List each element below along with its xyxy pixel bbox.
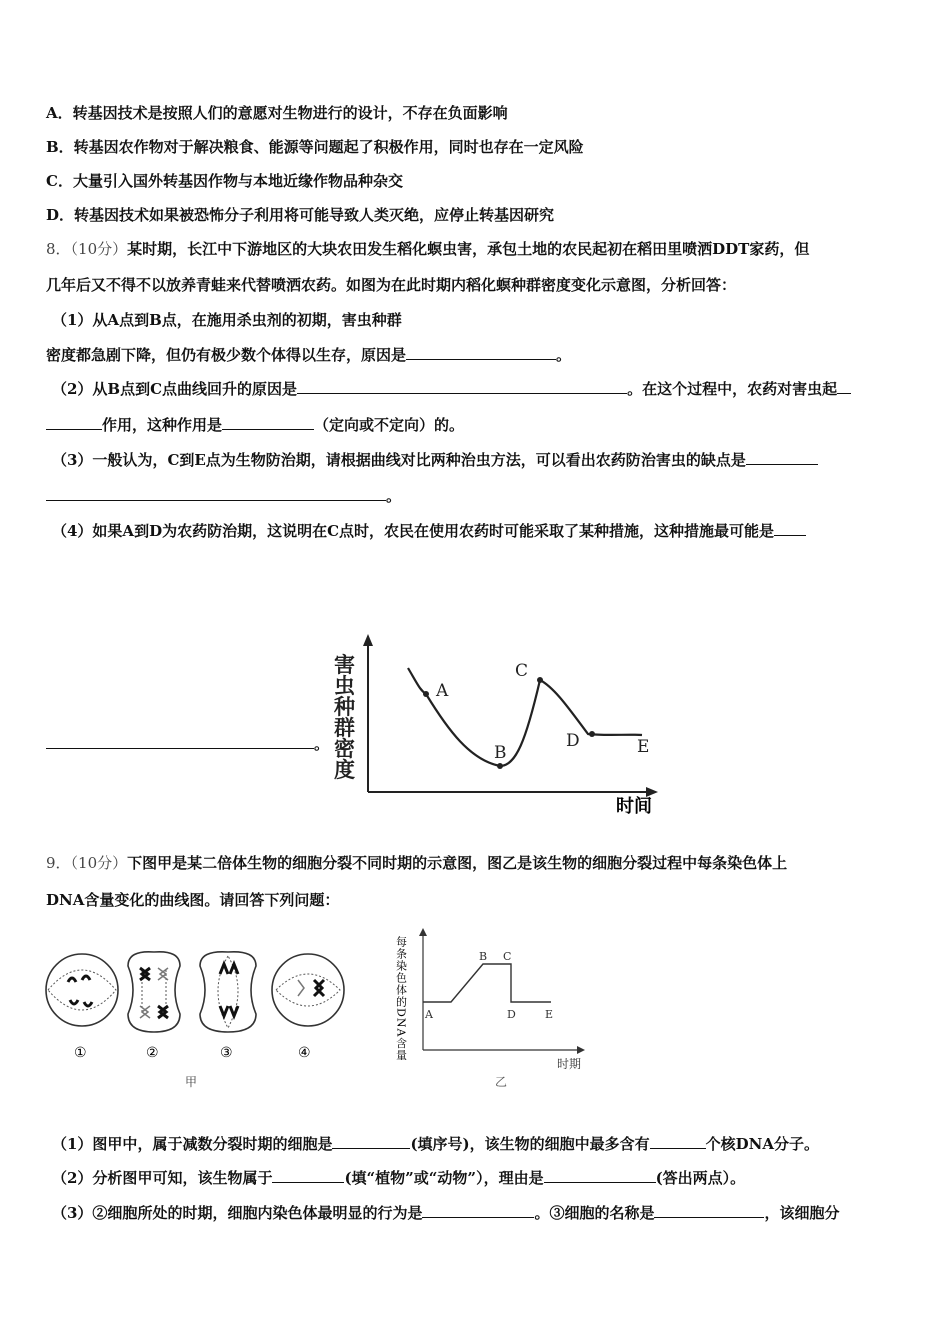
cell-2-label: ② (146, 1045, 159, 1061)
chart-b-point-c: C (503, 950, 512, 963)
answer-blank[interactable] (46, 486, 386, 501)
cell-1-label: ① (74, 1045, 87, 1061)
answer-blank[interactable] (222, 415, 314, 430)
q9-sub3-mid: 。③细胞的名称是 (534, 1204, 655, 1222)
option-b: B．转基因农作物对于解决粮食、能源等问题起了积极作用，同时也存在一定风险 (46, 138, 584, 156)
chart-b-y-arrow (419, 928, 427, 936)
q8-part1-line1: （1）从A点到B点，在施用杀虫剂的初期，害虫种群 (52, 311, 402, 329)
y-label-char: 度 (334, 757, 355, 782)
q9-number: 9．（10分） (46, 854, 128, 872)
figure-b-label: 乙 (495, 1075, 508, 1089)
q9-intro-line2: DNA含量变化的曲线图。请回答下列问题： (46, 891, 340, 909)
q8-part2-line1 (52, 379, 851, 399)
option-a: A．转基因技术是按照人们的意愿对生物进行的设计，不存在负面影响 (46, 104, 508, 122)
q8-part4-end: 。 (314, 735, 330, 753)
chart-b-y-label: 每条染色体的DNA含量 (395, 936, 408, 1062)
q9-sub2-mid: (填“植物”或“动物”），理由是 (344, 1169, 544, 1187)
q9-sub3-text: （3）②细胞所处的时期，细胞内染色体最明显的行为是 (52, 1204, 423, 1222)
answer-blank[interactable] (746, 450, 818, 465)
q8-part3-end: 。 (386, 487, 402, 505)
answer-blank[interactable] (774, 521, 806, 536)
chart-b-curve (423, 964, 551, 1002)
answer-blank[interactable] (650, 1134, 706, 1149)
point-a-label: A (436, 681, 449, 701)
point-d-marker (589, 731, 595, 737)
cell-4-label: ④ (298, 1045, 311, 1061)
q8-intro-line1 (46, 239, 809, 259)
q8-part1-line2 (46, 345, 571, 365)
q8-part1-text: 密度都急剧下降，但仍有极少数个体得以生存，原因是 (46, 346, 407, 364)
figure-a-label: 甲 (185, 1075, 198, 1089)
q8-intro-line2: 几年后又不得不以放养青蛙来代替喷洒农药。如图为在此时期内稻化螟种群密度变化示意图，分析回答： (46, 276, 737, 294)
q8-part1-end: 。 (556, 346, 572, 364)
q9-intro-line1 (46, 853, 787, 873)
answer-blank[interactable] (332, 1134, 410, 1149)
q9-sub1 (52, 1134, 819, 1154)
q8-part4-line1 (52, 521, 806, 541)
q8-part3-line1 (52, 450, 818, 470)
dna-content-chart (395, 922, 595, 1092)
x-label: 时间 (616, 796, 652, 817)
q8-part4-text: （4）如果A到D为农药防治期，这说明在C点时，农民在使用农药时可能采取了某种措施，这种措施最可能是 (52, 522, 775, 540)
cell-4 (272, 954, 344, 1061)
answer-blank[interactable] (297, 379, 627, 394)
chart-y-label (334, 652, 355, 782)
q9-sub2 (52, 1168, 745, 1188)
y-label-char: 害 (334, 652, 355, 677)
y-axis-arrow (363, 634, 373, 646)
q8-part2-mid: 。在这个过程中，农药对害虫起 (627, 380, 838, 398)
cell-2 (128, 952, 180, 1061)
cell-3 (200, 952, 256, 1061)
q8-part2-text2: 作用，这种作用是 (102, 416, 223, 434)
q8-part3-line2 (46, 486, 401, 506)
cell-3-label: ③ (220, 1045, 233, 1061)
q9-intro1: 下图甲是某二倍体生物的细胞分裂不同时期的示意图，图乙是该生物的细胞分裂过程中每条染色体上 (127, 854, 788, 872)
answer-blank[interactable] (544, 1168, 656, 1183)
q8-intro1: 某时期，长江中下游地区的大块农田发生稻化螟虫害，承包土地的农民起初在稻田里喷洒DDT家药，但 (127, 240, 810, 258)
y-label-char: 密 (334, 736, 355, 761)
q9-sub2-text: （2）分析图甲可知，该生物属于 (52, 1169, 273, 1187)
y-label-char: 虫 (334, 673, 355, 698)
answer-blank[interactable] (837, 379, 851, 394)
q8-part2-text3: （定向或不定向）的。 (314, 416, 465, 434)
point-d-label: D (566, 731, 580, 751)
option-d: D．转基因技术如果被恐怖分子利用将可能导致人类灭绝，应停止转基因研究 (46, 206, 555, 224)
q8-part4-line2 (46, 734, 329, 754)
option-c: C．大量引入国外转基因作物与本地近缘作物品种杂交 (46, 172, 403, 190)
answer-blank[interactable] (46, 734, 314, 749)
chart-b-point-b: B (479, 950, 488, 963)
point-e-label: E (637, 737, 650, 757)
chart-b-x-label: 时期 (557, 1057, 582, 1071)
y-label-char: 种 (334, 694, 355, 719)
chart-b-point-a: A (425, 1008, 433, 1021)
q8-part2-text: （2）从B点到C点曲线回升的原因是 (52, 380, 298, 398)
q9-sub3-end: ，该细胞分 (764, 1204, 840, 1222)
answer-blank[interactable] (46, 415, 102, 430)
chart-b-point-d: D (507, 1008, 516, 1021)
q9-sub3 (52, 1203, 839, 1223)
q9-sub1-end: 个核DNA分子。 (705, 1135, 820, 1153)
chart-b-point-e: E (545, 1008, 554, 1021)
point-c-marker (537, 677, 543, 683)
y-label-char: 群 (334, 715, 355, 740)
answer-blank[interactable] (422, 1203, 534, 1218)
point-b-label: B (494, 743, 507, 763)
pest-density-chart (330, 630, 670, 820)
answer-blank[interactable] (272, 1168, 344, 1183)
answer-blank[interactable] (654, 1203, 764, 1218)
cell-division-figure (40, 940, 360, 1090)
point-b-marker (497, 763, 503, 769)
q9-sub2-end: (答出两点）。 (655, 1169, 746, 1187)
point-c-label: C (515, 661, 529, 681)
answer-blank[interactable] (406, 345, 556, 360)
q9-sub1-text: （1）图甲中，属于减数分裂时期的细胞是 (52, 1135, 333, 1153)
chart-b-x-arrow (577, 1046, 585, 1054)
point-a-marker (423, 691, 429, 697)
q8-part2-line2 (46, 415, 464, 435)
q8-part3-text: （3）一般认为，C到E点为生物防治期，请根据曲线对比两种治虫方法，可以看出农药防治害虫的缺点是 (52, 451, 746, 469)
cell-1 (46, 954, 118, 1061)
q8-number: 8．（10分） (46, 240, 128, 258)
q9-sub1-mid: (填序号)，该生物的细胞中最多含有 (410, 1135, 650, 1153)
